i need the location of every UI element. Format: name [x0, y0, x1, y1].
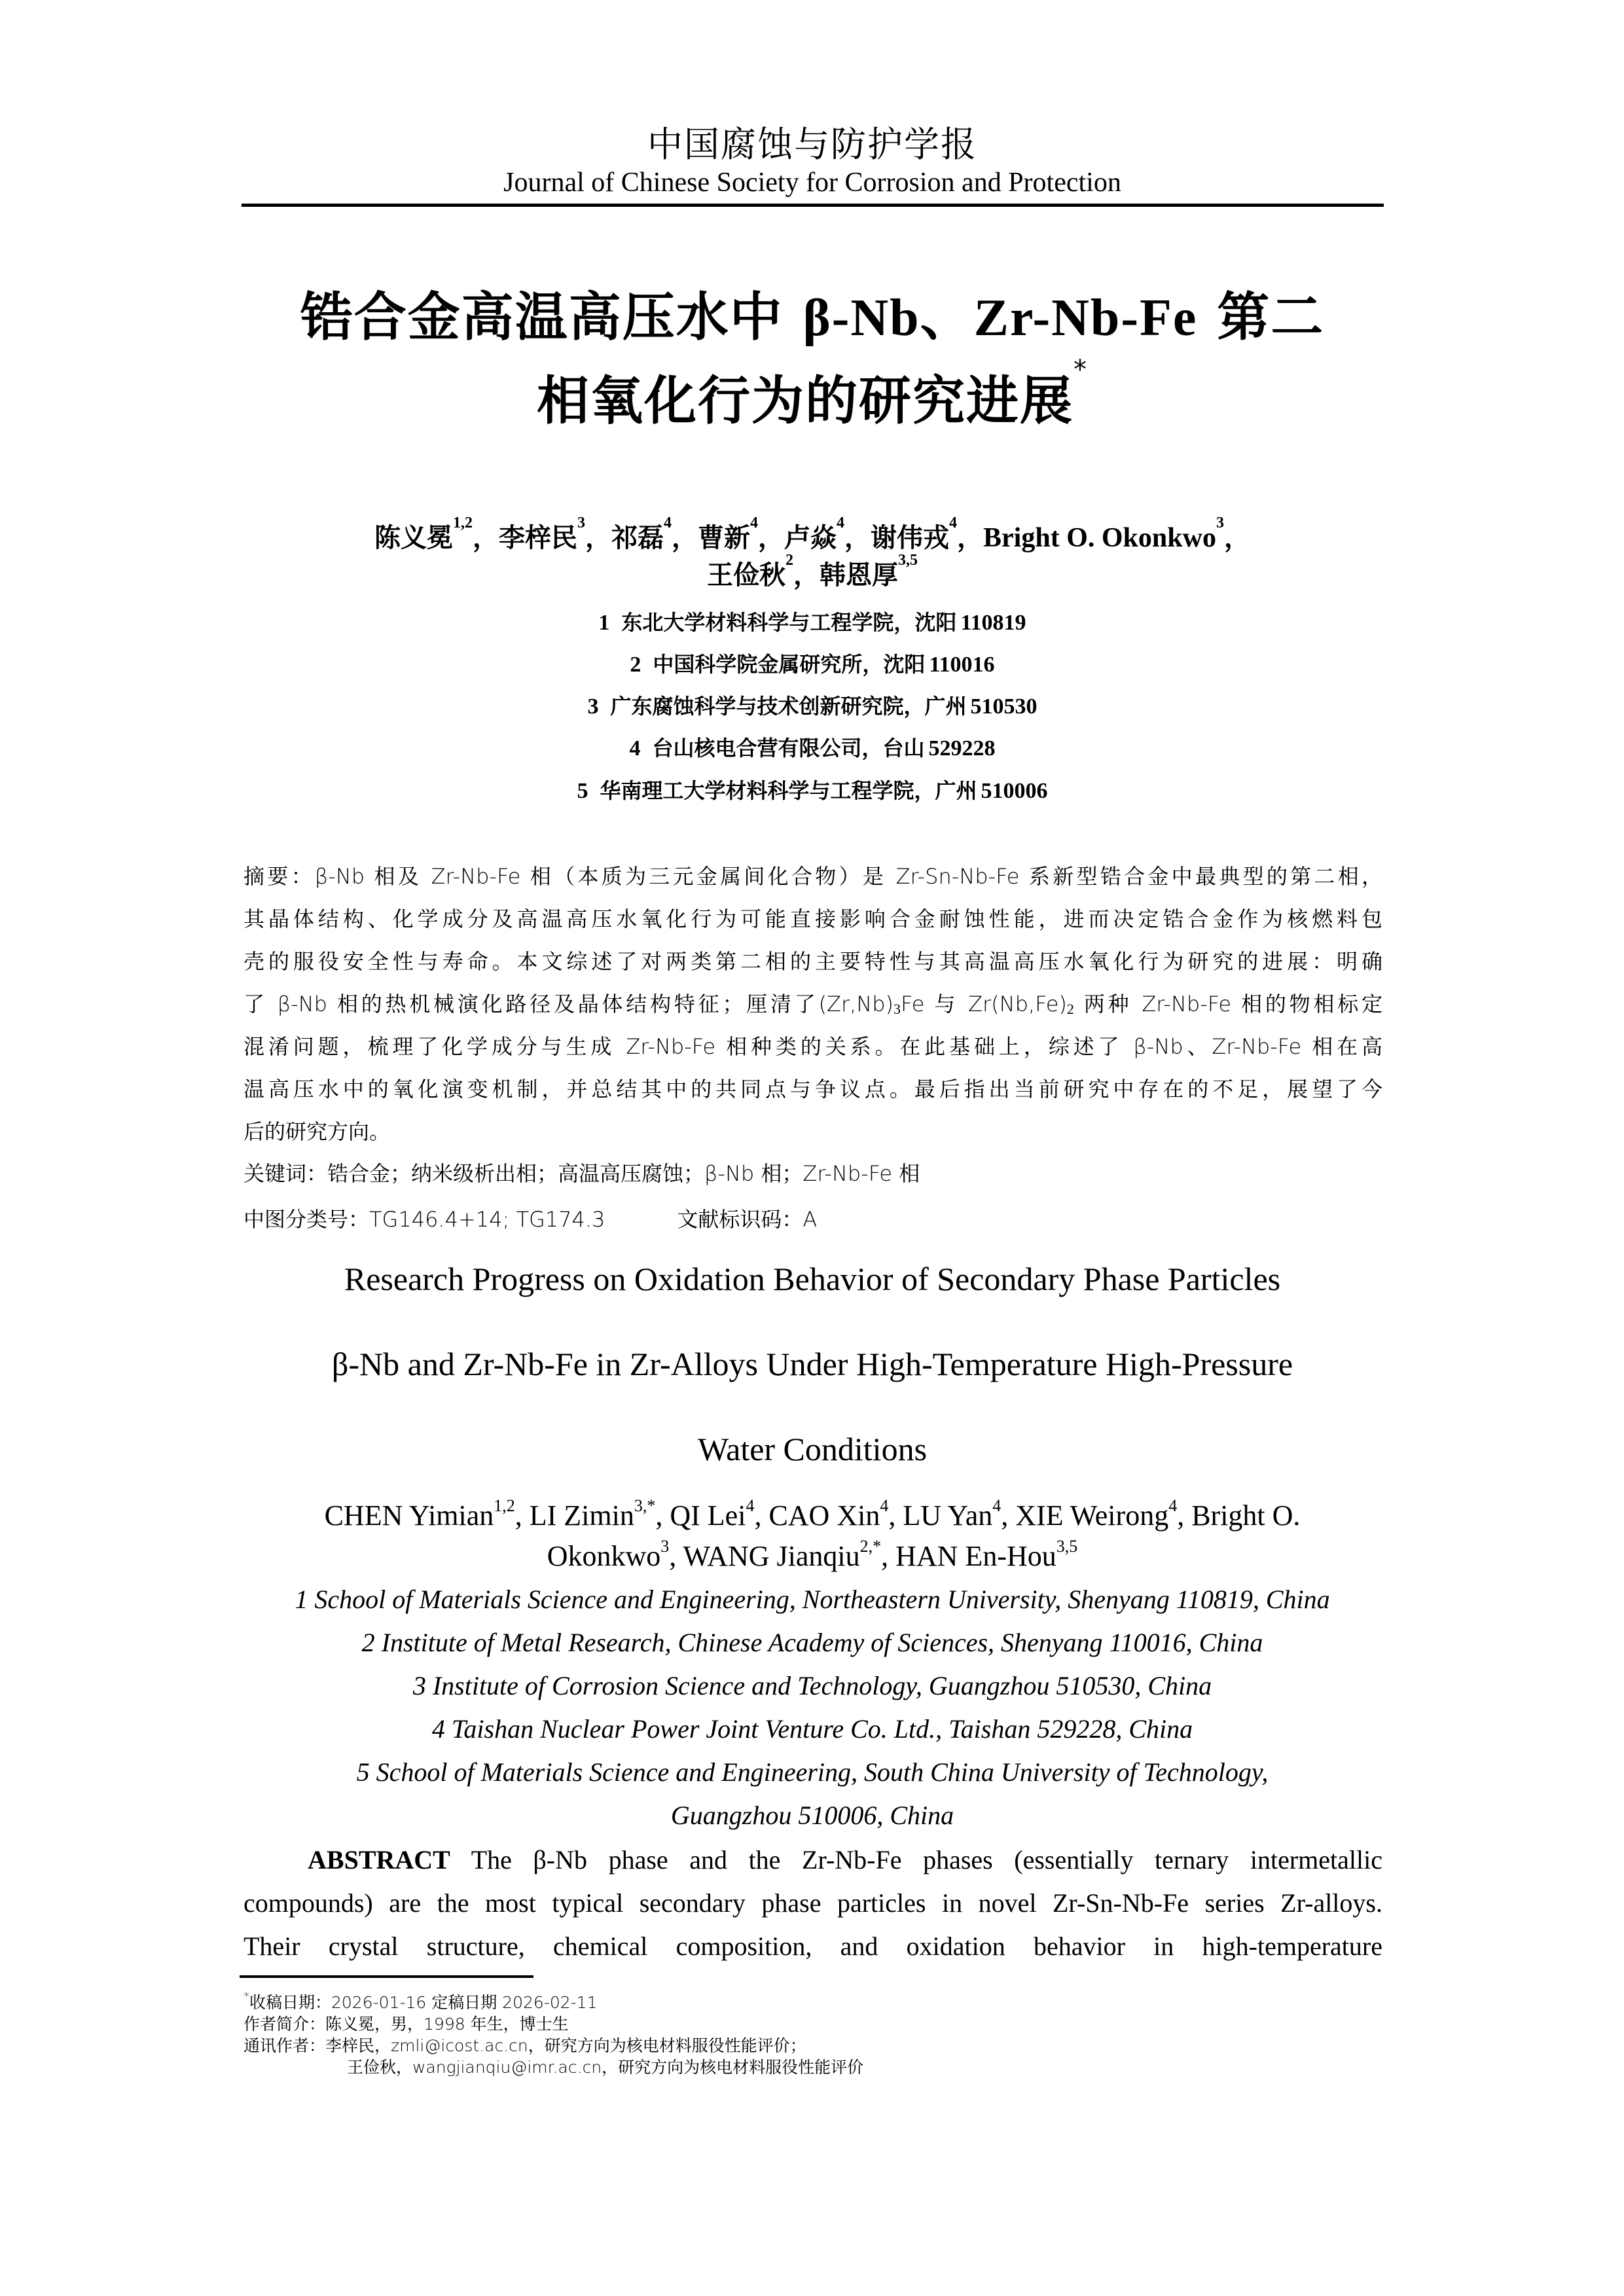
author-separator: ,: [514, 1499, 530, 1532]
footnote-received-text: 收稿日期：2026-01-16 定稿日期 2026-02-11: [249, 1993, 598, 2012]
journal-title-en: Journal of Chinese Society for Corrosion and Protection: [503, 168, 1121, 198]
author-separator: ,: [655, 1499, 670, 1532]
clc-number: 中图分类号：TG146.4+14; TG174.3: [244, 1207, 605, 1232]
abstract-cn-line: 其晶体结构、化学成分及高温高压水氧化行为可能直接影响合金耐蚀性能，进而决定锆合金作为核燃料包: [244, 906, 1382, 931]
affiliation-en: Guangzhou 510006, China: [670, 1801, 954, 1830]
affiliation-number: 5: [577, 779, 588, 803]
affiliation-en: 1 School of Materials Science and Engineering, Northeastern University, Shenyang 110819, China: [295, 1585, 1330, 1614]
author-separator: ,: [881, 1540, 896, 1572]
author-name: WANG Jianqiu: [683, 1540, 860, 1572]
footnote-bio: 作者简介：陈义冕，男，1998 年生，博士生: [244, 2015, 569, 2034]
footnote-mark: *: [244, 1990, 249, 2003]
author-name: Bright O.: [1191, 1499, 1301, 1532]
author-separator: ，: [957, 522, 984, 553]
author-separator: ,: [888, 1499, 903, 1532]
authors-cn-line1: [241, 514, 1384, 554]
affiliation-cn: [241, 732, 1384, 762]
author-name: 卢焱: [784, 522, 837, 553]
author-affiliation-mark: 4: [664, 514, 672, 531]
footnote-corresponding-1: 通讯作者：李梓民，zmli@icost.ac.cn，研究方向为核电材料服役性能评价；: [244, 2036, 806, 2055]
postal-code: 529228: [928, 736, 996, 761]
title-footnote-mark: *: [1074, 355, 1088, 385]
affiliation-text: 华南理工大学材料科学与工程学院，广州: [600, 778, 977, 803]
postal-code: 510006: [981, 779, 1048, 803]
author-affiliation-mark: 3: [660, 1537, 670, 1556]
author-affiliation-mark: 3: [577, 514, 586, 531]
affiliation-cn: [241, 690, 1384, 720]
author-name: HAN En-Hou: [895, 1540, 1056, 1572]
author-separator: ,: [754, 1499, 769, 1532]
author-separator: ，: [844, 522, 871, 553]
author-name: Okonkwo: [547, 1540, 661, 1572]
author-name: 曹新: [698, 522, 751, 553]
author-separator: ,: [1177, 1499, 1192, 1532]
document-code: 文献标识码：A: [677, 1207, 818, 1232]
keywords-cn: 关键词：锆合金；纳米级析出相；高温高压腐蚀；β-Nb 相；Zr-Nb-Fe 相: [244, 1161, 920, 1186]
affiliation-en: 5 School of Materials Science and Engineering, South China University of Technology,: [356, 1757, 1269, 1787]
affiliation-cn: [241, 648, 1384, 678]
abstract-en-text: The β-Nb phase and the Zr-Nb-Fe phases (essentially ternary intermetallic: [450, 1845, 1382, 1874]
author-name: Bright O. Okonkwo: [983, 523, 1216, 553]
affiliation-text: 东北大学材料科学与工程学院，沈阳: [621, 610, 957, 635]
abstract-cn-line: 后的研究方向。: [244, 1119, 391, 1144]
paper-title-en-line: Research Progress on Oxidation Behavior of Secondary Phase Particles: [344, 1261, 1281, 1297]
author-separator: ，: [473, 522, 499, 553]
author-separator: ，: [758, 522, 785, 553]
title-cn-part-a: 锆合金高温高压水中: [300, 287, 784, 348]
abstract-en-line: [308, 1844, 1382, 1875]
abstract-cn-l4-c: 两种 Zr-Nb-Fe 相的物相标定: [1074, 992, 1382, 1016]
affiliation-number: 3: [587, 694, 599, 719]
author-name: 谢伟戎: [871, 522, 950, 553]
footnote-rule: [240, 1975, 533, 1978]
author-affiliation-mark: 4: [837, 514, 845, 531]
abstract-cn-l4-a: 了 β-Nb 相的热机械演化路径及晶体结构特征；厘清了(Zr,Nb): [244, 992, 894, 1016]
author-separator: ,: [1001, 1499, 1016, 1532]
author-name: CAO Xin: [768, 1499, 880, 1532]
paper-title-en-line: β-Nb and Zr-Nb-Fe in Zr-Alloys Under High-Temperature High-Pressure: [331, 1346, 1293, 1382]
affiliation-en: 3 Institute of Corrosion Science and Technology, Guangzhou 510530, China: [412, 1671, 1212, 1700]
journal-title-cn: 中国腐蚀与防护学报: [647, 124, 977, 165]
authors-en-line1: [241, 1496, 1384, 1532]
author-name: 李梓民: [499, 522, 578, 553]
affiliation-number: 1: [598, 611, 610, 635]
paper-title-cn-line1: [241, 275, 1384, 350]
author-affiliation-mark: 2: [785, 552, 793, 569]
author-affiliation-mark: 3,5: [898, 552, 918, 569]
authors-en-line2: [241, 1539, 1384, 1573]
abstract-cn-line: 混淆问题，梳理了化学成分与生成 Zr-Nb-Fe 相种类的关系。在此基础上，综述了 β-Nb、Zr-Nb-Fe 相在高: [244, 1034, 1382, 1059]
author-separator: ，: [793, 560, 820, 590]
affiliation-en: 2 Institute of Metal Research, Chinese Academy of Sciences, Shenyang 110016, China: [361, 1628, 1263, 1657]
affiliation-text: 台山核电合营有限公司，台山: [652, 736, 925, 761]
affiliation-text: 广东腐蚀科学与技术创新研究院，广州: [610, 694, 967, 719]
author-name: CHEN Yimian: [324, 1499, 494, 1532]
abstract-en-line: compounds) are the most typical secondary phase particles in novel Zr-Sn-Nb-Fe series Zr-alloys.: [244, 1888, 1382, 1918]
author-affiliation-mark: 4: [992, 1496, 1001, 1515]
affiliation-number: 4: [629, 736, 641, 761]
paper-title-en-line: Water Conditions: [697, 1431, 928, 1467]
author-name: 陈义冕: [374, 522, 454, 553]
title-cn-part-b: β-Nb、Zr-Nb-Fe: [803, 289, 1198, 347]
affiliation-text: 中国科学院金属研究所，沈阳: [653, 652, 926, 677]
author-separator: ，: [1223, 522, 1250, 553]
postal-code: 510530: [970, 694, 1038, 719]
author-separator: ，: [585, 522, 612, 553]
abstract-cn-l4-sub1: 3: [893, 1001, 901, 1017]
author-affiliation-mark: 3: [1216, 514, 1224, 531]
affiliation-cn: [241, 606, 1384, 636]
footnote-corresponding-2: 王俭秋，wangjianqiu@imr.ac.cn，研究方向为核电材料服役性能评价: [347, 2058, 864, 2077]
postal-code: 110819: [960, 611, 1026, 635]
authors-cn-line2: [241, 554, 1384, 592]
abstract-cn-line: [244, 988, 1382, 1018]
abstract-en-line: Their crystal structure, chemical composition, and oxidation behavior in high-temperature: [244, 1931, 1382, 1961]
affiliation-en: 4 Taishan Nuclear Power Joint Venture Co. Ltd., Taishan 529228, China: [431, 1714, 1193, 1744]
author-affiliation-mark: 3,5: [1056, 1537, 1078, 1556]
author-affiliation-mark: 1,2: [453, 514, 473, 531]
abstract-cn-line: 温高压水中的氧化演变机制，并总结其中的共同点与争议点。最后指出当前研究中存在的不足，展望了今: [244, 1077, 1382, 1102]
header-rule: [242, 204, 1384, 207]
author-affiliation-mark: 3,*: [634, 1496, 656, 1515]
author-affiliation-mark: 4: [949, 514, 958, 531]
author-separator: ,: [669, 1540, 683, 1572]
author-name: 王俭秋: [707, 560, 785, 590]
affiliation-number: 2: [630, 653, 641, 677]
abstract-en-label: ABSTRACT: [308, 1845, 450, 1874]
author-affiliation-mark: 2,*: [859, 1537, 882, 1556]
affiliation-cn: [241, 774, 1384, 804]
abstract-cn-line: 壳的服役安全性与寿命。本文综述了对两类第二相的主要特性与其高温高压水氧化行为研究的进展：明确: [244, 949, 1382, 974]
paper-title-cn-line2: [241, 355, 1384, 434]
author-name: 韩恩厚: [820, 560, 898, 590]
author-name: QI Lei: [670, 1499, 746, 1532]
title-cn-line2-text: 相氧化行为的研究进展: [537, 370, 1074, 431]
author-affiliation-mark: 4: [746, 1496, 755, 1515]
abstract-cn-l4-sub2: 2: [1066, 1001, 1074, 1017]
title-cn-part-c: 第二: [1217, 287, 1325, 348]
author-name: LU Yan: [903, 1499, 993, 1532]
author-separator: ，: [672, 522, 698, 553]
abstract-cn-l4-b: Fe 与 Zr(Nb,Fe): [901, 992, 1067, 1016]
author-affiliation-mark: 4: [880, 1496, 889, 1515]
author-affiliation-mark: 4: [1168, 1496, 1178, 1515]
postal-code: 110016: [929, 653, 995, 677]
author-affiliation-mark: 4: [750, 514, 759, 531]
classification-line: [244, 1203, 1386, 1233]
footnote-received: [244, 1990, 1386, 2013]
author-name: 祁磊: [611, 522, 664, 553]
author-name: LI Zimin: [529, 1499, 634, 1532]
author-name: XIE Weirong: [1015, 1499, 1169, 1532]
author-affiliation-mark: 1,2: [494, 1496, 515, 1515]
abstract-cn-line: 摘要：β-Nb 相及 Zr-Nb-Fe 相（本质为三元金属间化合物）是 Zr-Sn-Nb-Fe 系新型锆合金中最典型的第二相，: [244, 864, 1382, 889]
